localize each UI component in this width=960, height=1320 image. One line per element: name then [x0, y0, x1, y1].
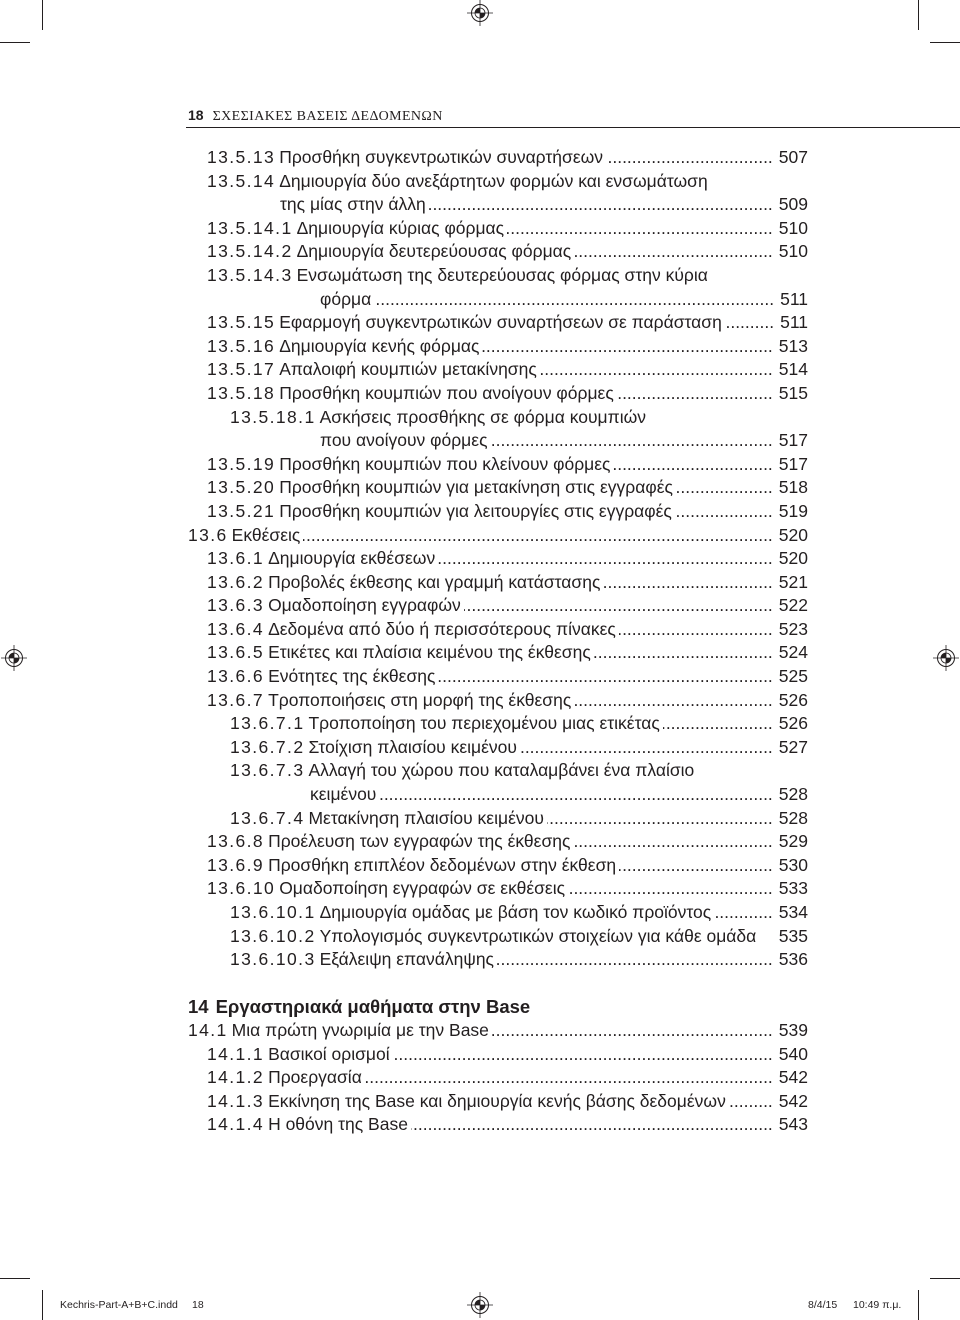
- entry-page: 523: [778, 618, 808, 639]
- entry-title: Προσθήκη κουμπιών που ανοίγουν φόρμες: [279, 382, 614, 403]
- dot-leader: [547, 807, 773, 831]
- entry-title: Προσθήκη κουμπιών για μετακίνηση στις εγγραφές: [279, 477, 673, 498]
- entry-page: 517: [778, 430, 808, 451]
- toc-entry: [188, 311, 808, 335]
- entry-page: 527: [778, 736, 808, 757]
- table-of-contents: [188, 146, 808, 1137]
- entry-number: 14.1.4: [207, 1114, 265, 1135]
- dot-leader: [379, 783, 772, 807]
- entry-page: 542: [778, 1090, 808, 1111]
- entry-number: 13.6.10.1: [230, 902, 316, 922]
- entry-number: 13.5.16: [207, 335, 276, 356]
- chapter-heading: [188, 995, 808, 1019]
- entry-title: Ετικέτες και πλαίσια κειμένου της έκθεσης: [268, 642, 591, 663]
- entry-title: Βασικοί ορισμοί: [268, 1043, 390, 1064]
- registration-mark-icon: [467, 0, 493, 26]
- toc-entry: [188, 1043, 808, 1067]
- entry-number: 13.6.9: [207, 854, 265, 875]
- entry-title: Η οθόνη της Base: [268, 1114, 408, 1135]
- entry-number: 14.1.1: [207, 1043, 265, 1064]
- toc-entry: [188, 571, 808, 595]
- entry-number: 13.5.14.1: [207, 217, 293, 238]
- toc-entry: [188, 335, 808, 359]
- running-head: [188, 106, 443, 124]
- toc-entry: [188, 1090, 808, 1114]
- toc-entry: [188, 476, 808, 500]
- entry-page: 534: [778, 902, 808, 922]
- toc-entry: [188, 689, 808, 713]
- dot-leader: [603, 571, 772, 595]
- dot-leader: [676, 476, 773, 500]
- toc-entry: [188, 1066, 808, 1090]
- entry-title: Ομαδοποίηση εγγραφών: [268, 595, 461, 616]
- entry-title: Εφαρμογή συγκεντρωτικών συναρτήσεων σε παράσταση: [279, 312, 722, 333]
- entry-page: 517: [778, 453, 808, 474]
- toc-entry: [188, 877, 808, 901]
- entry-title: Δημιουργία κύριας φόρμας: [296, 217, 505, 238]
- toc-entry: [188, 641, 808, 665]
- entry-page: 519: [778, 500, 808, 521]
- dot-leader: [482, 335, 772, 359]
- entry-title: Δημιουργία κενής φόρμας: [279, 335, 480, 356]
- toc-entry: [188, 358, 808, 382]
- entry-title: Υπολογισμός συγκεντρωτικών στοιχείων για κάθε ομάδα: [319, 925, 757, 946]
- entry-number: 13.6.2: [207, 571, 265, 592]
- entry-page: 530: [778, 854, 808, 875]
- entry-title: Προέλευση των εγγραφών της έκθεσης: [268, 831, 571, 852]
- entry-page: 509: [778, 194, 808, 215]
- entry-number: 13.6.7.4: [230, 807, 305, 828]
- entry-page: 542: [778, 1067, 808, 1088]
- entry-title: Τροποποίηση του περιεχομένου μιας ετικέτας: [308, 713, 660, 734]
- entry-page: 520: [778, 524, 808, 545]
- dot-leader: [365, 1066, 773, 1090]
- dot-leader: [374, 288, 774, 312]
- entry-title: Προσθήκη συγκεντρωτικών συναρτήσεων: [279, 147, 604, 167]
- running-title: ΣΧΕΣΙΑΚΕΣ ΒΑΣΕΙΣ ΔΕΔΟΜΕΝΩΝ: [212, 109, 443, 124]
- entry-title: Προσθήκη κουμπιών που κλείνουν φόρμες: [279, 453, 611, 474]
- toc-entry: [188, 146, 808, 170]
- dot-leader: [606, 146, 773, 170]
- entry-page: 540: [778, 1043, 808, 1064]
- entry-page: 518: [778, 477, 808, 498]
- toc-entry: [188, 382, 808, 406]
- entry-number: 13.5.20: [207, 477, 276, 498]
- toc-entry-continuation: [188, 288, 808, 312]
- toc-entry: [188, 665, 808, 689]
- entry-title: Απαλοιφή κουμπιών μετακίνησης: [279, 359, 537, 380]
- dot-leader: [540, 358, 773, 382]
- entry-number: 13.6.10: [207, 878, 276, 899]
- toc-entry: [188, 925, 808, 949]
- toc-entry: [188, 406, 808, 430]
- crop-mark-top-left-v: [42, 0, 43, 30]
- entry-title: Δημιουργία εκθέσεων: [268, 548, 436, 569]
- entry-title: Προσθήκη επιπλέον δεδομένων στην έκθεση: [268, 854, 617, 875]
- dot-leader: [438, 665, 772, 689]
- toc-entry: [188, 901, 808, 925]
- entry-title-continuation: που ανοίγουν φόρμες: [320, 430, 488, 451]
- entry-page: 521: [778, 571, 808, 592]
- dot-leader: [725, 311, 774, 335]
- entry-number: 13.5.18.1: [230, 406, 316, 427]
- dot-leader: [429, 193, 773, 217]
- entry-title: Δημιουργία ομάδας με βάση τον κωδικό προϊόντος: [319, 902, 712, 922]
- dot-leader: [617, 382, 773, 406]
- entry-title: Στοίχιση πλαισίου κειμένου: [308, 736, 517, 757]
- dot-leader: [714, 901, 773, 925]
- toc-entry: [188, 547, 808, 571]
- entry-title: Δημιουργία δευτερεύουσας φόρμας: [296, 241, 572, 262]
- spacer: [188, 972, 808, 996]
- slug-time: 10:49 π.μ.: [853, 1299, 902, 1311]
- entry-number: 14.1.3: [207, 1090, 265, 1111]
- chapter-title: Εργαστηριακά μαθήματα στην Base: [215, 996, 531, 1018]
- entry-number: 13.6.4: [207, 618, 265, 639]
- entry-number: 13.5.14.3: [207, 264, 293, 285]
- entry-title: Δεδομένα από δύο ή περισσότερους πίνακες: [268, 618, 616, 639]
- header-rule: [186, 127, 960, 128]
- entry-page: 510: [778, 241, 808, 262]
- crop-mark-top-left-h: [0, 42, 30, 43]
- dot-leader: [464, 594, 773, 618]
- dot-leader: [675, 500, 773, 524]
- entry-title: Εκκίνηση της Base και δημιουργία κενής βάσης δεδομένων: [268, 1090, 726, 1111]
- registration-mark-icon: [1, 645, 27, 671]
- toc-entry: [188, 453, 808, 477]
- entry-number: 13.6.7.1: [230, 713, 305, 734]
- dot-leader: [492, 1019, 773, 1043]
- dot-leader: [573, 830, 772, 854]
- dot-leader: [619, 618, 773, 642]
- toc-entry: [188, 500, 808, 524]
- entry-page: 526: [778, 713, 808, 734]
- dot-leader: [574, 689, 773, 713]
- entry-page: 520: [778, 548, 808, 569]
- entry-page: 536: [778, 949, 808, 970]
- dot-leader: [393, 1043, 773, 1067]
- dot-leader: [438, 547, 773, 571]
- entry-page: 535: [778, 925, 808, 946]
- entry-number: 13.6.8: [207, 831, 265, 852]
- entry-page: 528: [778, 784, 808, 805]
- slug-date: 8/4/15: [808, 1299, 838, 1311]
- toc-entry: [188, 830, 808, 854]
- entry-page: 514: [778, 359, 808, 380]
- entry-number: 13.6.1: [207, 548, 265, 569]
- entry-number: 13.6: [188, 524, 228, 545]
- dot-leader: [497, 948, 773, 972]
- entry-number: 13.5.18: [207, 382, 276, 403]
- entry-title: Μετακίνηση πλαισίου κειμένου: [308, 807, 544, 828]
- entry-page: 507: [778, 147, 808, 167]
- entry-number: 13.5.19: [207, 453, 276, 474]
- crop-mark-top-right-h: [930, 42, 960, 43]
- toc-entry: [188, 217, 808, 241]
- toc-entry: [188, 170, 808, 194]
- entry-page: 529: [778, 831, 808, 852]
- entry-number: 13.6.3: [207, 595, 265, 616]
- dot-leader: [594, 641, 773, 665]
- entry-title: Ενότητες της έκθεσης: [268, 666, 436, 687]
- registration-mark-icon: [933, 645, 959, 671]
- entry-number: 13.6.7.2: [230, 736, 305, 757]
- entry-number: 14.1: [188, 1019, 228, 1040]
- entry-title: Προβολές έκθεσης και γραμμή κατάστασης: [268, 571, 601, 592]
- toc-entry-continuation: [188, 783, 808, 807]
- toc-entry: [188, 240, 808, 264]
- toc-entry-continuation: [188, 429, 808, 453]
- slug-filename: Kechris-Part-A+B+C.indd: [60, 1299, 178, 1311]
- registration-mark-icon: [467, 1292, 493, 1318]
- entry-page: 543: [778, 1114, 808, 1135]
- entry-page: 533: [778, 878, 808, 899]
- crop-mark-bottom-right-h: [930, 1278, 960, 1279]
- entry-number: 13.5.13: [207, 147, 276, 167]
- entry-page: 528: [778, 807, 808, 828]
- toc-entry: [188, 807, 808, 831]
- entry-title: Αλλαγή του χώρου που καταλαμβάνει ένα πλαίσιο: [308, 760, 695, 781]
- entry-number: 13.6.7.3: [230, 760, 305, 781]
- toc-entry: [188, 712, 808, 736]
- entry-number: 13.6.5: [207, 642, 265, 663]
- toc-entry: [188, 618, 808, 642]
- dot-leader: [568, 877, 773, 901]
- entry-number: 13.5.21: [207, 500, 276, 521]
- toc-entry: [188, 1019, 808, 1043]
- toc-entry: [188, 1113, 808, 1137]
- entry-title-continuation: φόρμα: [320, 288, 372, 309]
- chapter-number: 14: [188, 996, 209, 1018]
- crop-mark-bottom-right-v: [918, 1290, 919, 1320]
- dot-leader: [663, 712, 773, 736]
- toc-entry-continuation: [188, 193, 808, 217]
- entry-title: Ενσωμάτωση της δευτερεύουσας φόρμας στην κύρια: [296, 264, 708, 285]
- entry-number: 13.6.6: [207, 666, 265, 687]
- dot-leader: [613, 453, 772, 477]
- entry-number: 13.6.7: [207, 689, 265, 710]
- entry-title: Ασκήσεις προσθήκης σε φόρμα κουμπιών: [319, 406, 647, 427]
- entry-page: 510: [778, 217, 808, 238]
- entry-page: 539: [778, 1019, 808, 1040]
- dot-leader: [411, 1113, 773, 1137]
- entry-title: Προσθήκη κουμπιών για λειτουργίες στις εγγραφές: [279, 500, 672, 521]
- entry-title: Ομαδοποίηση εγγραφών σε εκθέσεις: [279, 878, 566, 899]
- toc-entry: [188, 264, 808, 288]
- crop-mark-top-right-v: [918, 0, 919, 30]
- slug-page: 18: [192, 1299, 204, 1311]
- toc-entry: [188, 736, 808, 760]
- entry-number: 13.5.14: [207, 170, 276, 191]
- dot-leader: [574, 240, 773, 264]
- entry-number: 14.1.2: [207, 1067, 265, 1088]
- entry-title: Εκθέσεις: [231, 524, 301, 545]
- entry-title: Μια πρώτη γνωριμία με την Base: [231, 1019, 489, 1040]
- entry-page: 513: [778, 335, 808, 356]
- entry-title: Εξάλειψη επανάληψης: [319, 949, 494, 970]
- entry-page: 515: [778, 382, 808, 403]
- entry-number: 13.6.10.2: [230, 925, 316, 946]
- dot-leader: [507, 217, 773, 241]
- crop-mark-bottom-left-h: [0, 1278, 30, 1279]
- entry-page: 525: [778, 666, 808, 687]
- entry-page: 511: [780, 288, 808, 309]
- entry-number: 13.5.17: [207, 359, 276, 380]
- entry-number: 13.5.14.2: [207, 241, 293, 262]
- toc-entry: [188, 854, 808, 878]
- toc-entry: [188, 524, 808, 548]
- entry-number: 13.5.15: [207, 312, 276, 333]
- toc-entry: [188, 594, 808, 618]
- dot-leader: [520, 736, 773, 760]
- entry-title-continuation: της μίας στην άλλη: [280, 194, 426, 215]
- entry-title: Δημιουργία δύο ανεξάρτητων φορμών και ενσωμάτωση: [279, 170, 708, 191]
- entry-page: 524: [778, 642, 808, 663]
- dot-leader: [729, 1090, 773, 1114]
- entry-page: 511: [780, 312, 808, 333]
- entry-page: 522: [778, 595, 808, 616]
- dot-leader: [619, 854, 773, 878]
- toc-entry: [188, 759, 808, 783]
- entry-number: 13.6.10.3: [230, 949, 316, 970]
- dot-leader: [491, 429, 773, 453]
- entry-title-continuation: κειμένου: [310, 784, 377, 805]
- entry-title: Τροποποιήσεις στη μορφή της έκθεσης: [268, 689, 572, 710]
- crop-mark-bottom-left-v: [42, 1290, 43, 1320]
- dot-leader: [303, 524, 772, 548]
- page-number: 18: [188, 107, 204, 123]
- entry-title: Προεργασία: [268, 1067, 362, 1088]
- toc-entry: [188, 948, 808, 972]
- entry-page: 526: [778, 689, 808, 710]
